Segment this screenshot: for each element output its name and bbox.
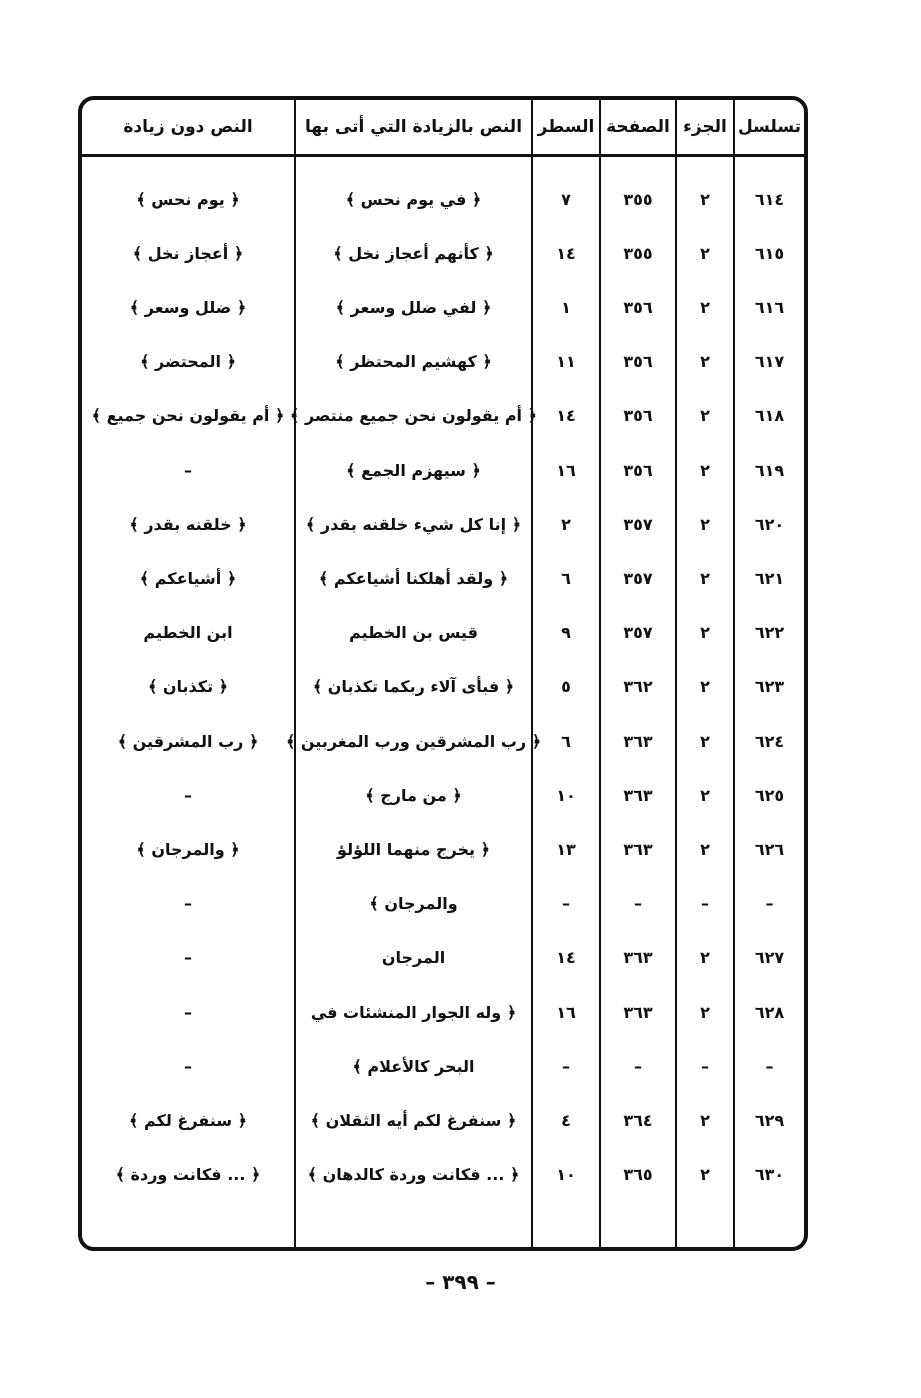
cell-part: ٢: [700, 623, 710, 643]
cell-seq: ٦١٤: [754, 189, 785, 209]
cell-page: ٣٦٣: [623, 948, 653, 968]
cell-page: ٣٥٥: [623, 243, 653, 263]
cell-seq: ٦٢٤: [754, 731, 785, 751]
cell-line: ٥: [561, 677, 571, 697]
cell-page: ٣٦٣: [623, 839, 653, 859]
cell-page: ٣٥٦: [623, 297, 653, 317]
cell-without-addition: ﴿ خلقنه بقدر ﴾: [129, 514, 247, 534]
cell-page: ٣٥٧: [623, 514, 653, 534]
cell-line: ١٦: [556, 1002, 576, 1022]
cell-without-addition: ﴿ رب المشرقين ﴾: [117, 731, 259, 751]
cell-with-addition: ﴿ إنا كل شيء خلقنه بقدر ﴾: [305, 514, 522, 534]
cell-seq: ٦١٥: [754, 243, 785, 263]
cell-with-addition: ﴿ يخرج منهما اللؤلؤ: [337, 839, 490, 859]
cell-with-addition: ﴿ في يوم نحس ﴾: [345, 189, 482, 209]
cell-with-addition: ﴿ كأنهم أعجاز نخل ﴾: [333, 243, 494, 263]
cell-seq: –: [765, 894, 774, 914]
cell-with-addition: ﴿ رب المشرقين ورب المغربين ﴾: [285, 731, 542, 751]
page-number: – ٣٩٩ –: [425, 1270, 496, 1294]
cell-part: ٢: [700, 1165, 710, 1185]
cell-without-addition: ﴿ أم يقولون نحن جميع ﴾: [91, 406, 285, 426]
header-page: الصفحة: [606, 117, 670, 137]
cell-line: ١٤: [556, 243, 576, 263]
cell-part: ٢: [700, 352, 710, 372]
cell-line: ٦: [561, 731, 571, 751]
cell-part: ٢: [700, 460, 710, 480]
cell-without-addition: ﴿ تكذبان ﴾: [147, 677, 229, 697]
cell-seq: –: [765, 1056, 774, 1076]
cell-with-addition: ﴿ كهشيم المحتظر ﴾: [335, 352, 492, 372]
cell-with-addition: ﴿ سيهزم الجمع ﴾: [346, 460, 481, 480]
cell-seq: ٦١٦: [754, 297, 785, 317]
column-part: [675, 100, 733, 1247]
cell-without-addition: –: [184, 785, 192, 805]
cell-page: ٣٥٦: [623, 352, 653, 372]
cell-line: ٢: [561, 514, 571, 534]
cell-without-addition: –: [184, 460, 192, 480]
cell-without-addition: –: [184, 894, 192, 914]
cell-without-addition: ﴿ أعجاز نخل ﴾: [132, 243, 244, 263]
cell-part: ٢: [700, 297, 710, 317]
cell-line: ٦: [561, 568, 571, 588]
cell-seq: ٦٣٠: [754, 1165, 785, 1185]
cell-with-addition: ﴿ ولقد أهلكنا أشياعكم ﴾: [318, 568, 509, 588]
cell-page: ٣٦٤: [623, 1110, 653, 1130]
cell-page: ٣٥٦: [623, 406, 653, 426]
cell-without-addition: ابن الخطيم: [143, 623, 233, 643]
cell-without-addition: –: [184, 1002, 192, 1022]
header-without-addition: النص دون زيادة: [123, 117, 253, 137]
cell-part: ٢: [700, 785, 710, 805]
cell-with-addition: والمرجان ﴾: [369, 894, 458, 914]
header-seq: تسلسل: [737, 117, 802, 137]
cell-line: ١٤: [556, 406, 576, 426]
cell-with-addition: ﴿ فبأى آلاء ربكما تكذبان ﴾: [312, 677, 515, 697]
cell-without-addition: ﴿ والمرجان ﴾: [136, 839, 240, 859]
header-with-addition: النص بالزيادة التي أتى بها: [305, 117, 523, 137]
cell-page: ٣٦٥: [623, 1165, 653, 1185]
cell-page: ٣٦٣: [623, 1002, 653, 1022]
column-seq: [733, 100, 804, 1247]
cell-seq: ٦٢٧: [754, 948, 785, 968]
cell-seq: ٦٢٦: [754, 839, 785, 859]
cell-part: ٢: [700, 514, 710, 534]
cell-line: ١١: [556, 352, 576, 372]
cell-page: ٣٦٣: [623, 785, 653, 805]
cell-seq: ٦٢١: [754, 568, 785, 588]
cell-line: –: [562, 1056, 570, 1076]
cell-with-addition: ﴿ سنفرغ لكم أيه الثقلان ﴾: [310, 1110, 517, 1130]
cell-without-addition: ﴿ المحتضر ﴾: [140, 352, 236, 372]
cell-without-addition: ﴿ ... فكانت وردة ﴾: [115, 1165, 261, 1185]
column-with-addition: [285, 100, 542, 1247]
cell-page: –: [634, 894, 642, 914]
cell-page: ٣٥٥: [623, 189, 653, 209]
cell-without-addition: ﴿ أشياعكم ﴾: [139, 568, 237, 588]
cell-line: ١٠: [556, 1165, 576, 1185]
cell-with-addition: ﴿ ... فكانت وردة كالدهان ﴾: [307, 1165, 520, 1185]
cell-part: –: [701, 894, 709, 914]
cell-part: ٢: [700, 677, 710, 697]
header-part: الجزء: [683, 117, 727, 137]
cell-seq: ٦١٩: [754, 460, 785, 480]
cell-line: ١٠: [556, 785, 576, 805]
cell-without-addition: ﴿ يوم نحس ﴾: [136, 189, 240, 209]
column-without-addition: [82, 100, 294, 1247]
cell-page: ٣٥٦: [623, 460, 653, 480]
table-frame: [78, 96, 808, 1251]
cell-with-addition: قيس بن الخطيم: [349, 623, 478, 643]
header-line: السطر: [537, 117, 595, 137]
cell-line: ١: [561, 297, 571, 317]
cell-line: ٧: [561, 189, 571, 209]
cell-without-addition: –: [184, 948, 192, 968]
cell-part: ٢: [700, 948, 710, 968]
cell-page: ٣٥٧: [623, 623, 653, 643]
cell-line: ٩: [561, 623, 571, 643]
cell-seq: ٦٢٨: [754, 1002, 785, 1022]
cell-line: –: [562, 894, 570, 914]
cell-seq: ٦٢٩: [754, 1110, 785, 1130]
cell-part: ٢: [700, 1002, 710, 1022]
cell-page: –: [634, 1056, 642, 1076]
cell-with-addition: ﴿ من مارج ﴾: [365, 785, 462, 805]
cell-seq: ٦٢٢: [754, 623, 785, 643]
cell-line: ٤: [561, 1110, 571, 1130]
column-page: [599, 100, 675, 1247]
cell-line: ١٤: [556, 948, 576, 968]
table-columns: [82, 100, 804, 1247]
cell-part: ٢: [700, 731, 710, 751]
cell-seq: ٦١٨: [754, 406, 785, 426]
cell-seq: ٦٢٣: [754, 677, 785, 697]
cell-line: ١٦: [556, 460, 576, 480]
cell-page: ٣٦٢: [623, 677, 653, 697]
cell-with-addition: البحر كالأعلام ﴾: [352, 1056, 475, 1076]
cell-seq: ٦٢٠: [754, 514, 785, 534]
cell-page: ٣٥٧: [623, 568, 653, 588]
cell-with-addition: ﴿ لفي ضلل وسعر ﴾: [335, 297, 492, 317]
cell-page: ٣٦٣: [623, 731, 653, 751]
cell-part: ٢: [700, 839, 710, 859]
cell-part: –: [701, 1056, 709, 1076]
cell-part: ٢: [700, 243, 710, 263]
cell-without-addition: ﴿ سنفرغ لكم ﴾: [129, 1110, 247, 1130]
cell-with-addition: ﴿ أم يقولون نحن جميع منتصر ﴾: [290, 406, 537, 426]
cell-seq: ٦٢٥: [754, 785, 785, 805]
cell-line: ١٣: [556, 839, 576, 859]
cell-seq: ٦١٧: [754, 352, 785, 372]
cell-part: ٢: [700, 568, 710, 588]
cell-without-addition: ﴿ ضلل وسعر ﴾: [129, 297, 247, 317]
cell-with-addition: ﴿ وله الجوار المنشئات في: [310, 1002, 517, 1022]
column-line: [531, 100, 599, 1247]
cell-part: ٢: [700, 189, 710, 209]
header-divider: [82, 154, 804, 157]
cell-without-addition: –: [184, 1056, 192, 1076]
cell-part: ٢: [700, 1110, 710, 1130]
cell-with-addition: المرجان: [381, 948, 446, 968]
cell-part: ٢: [700, 406, 710, 426]
